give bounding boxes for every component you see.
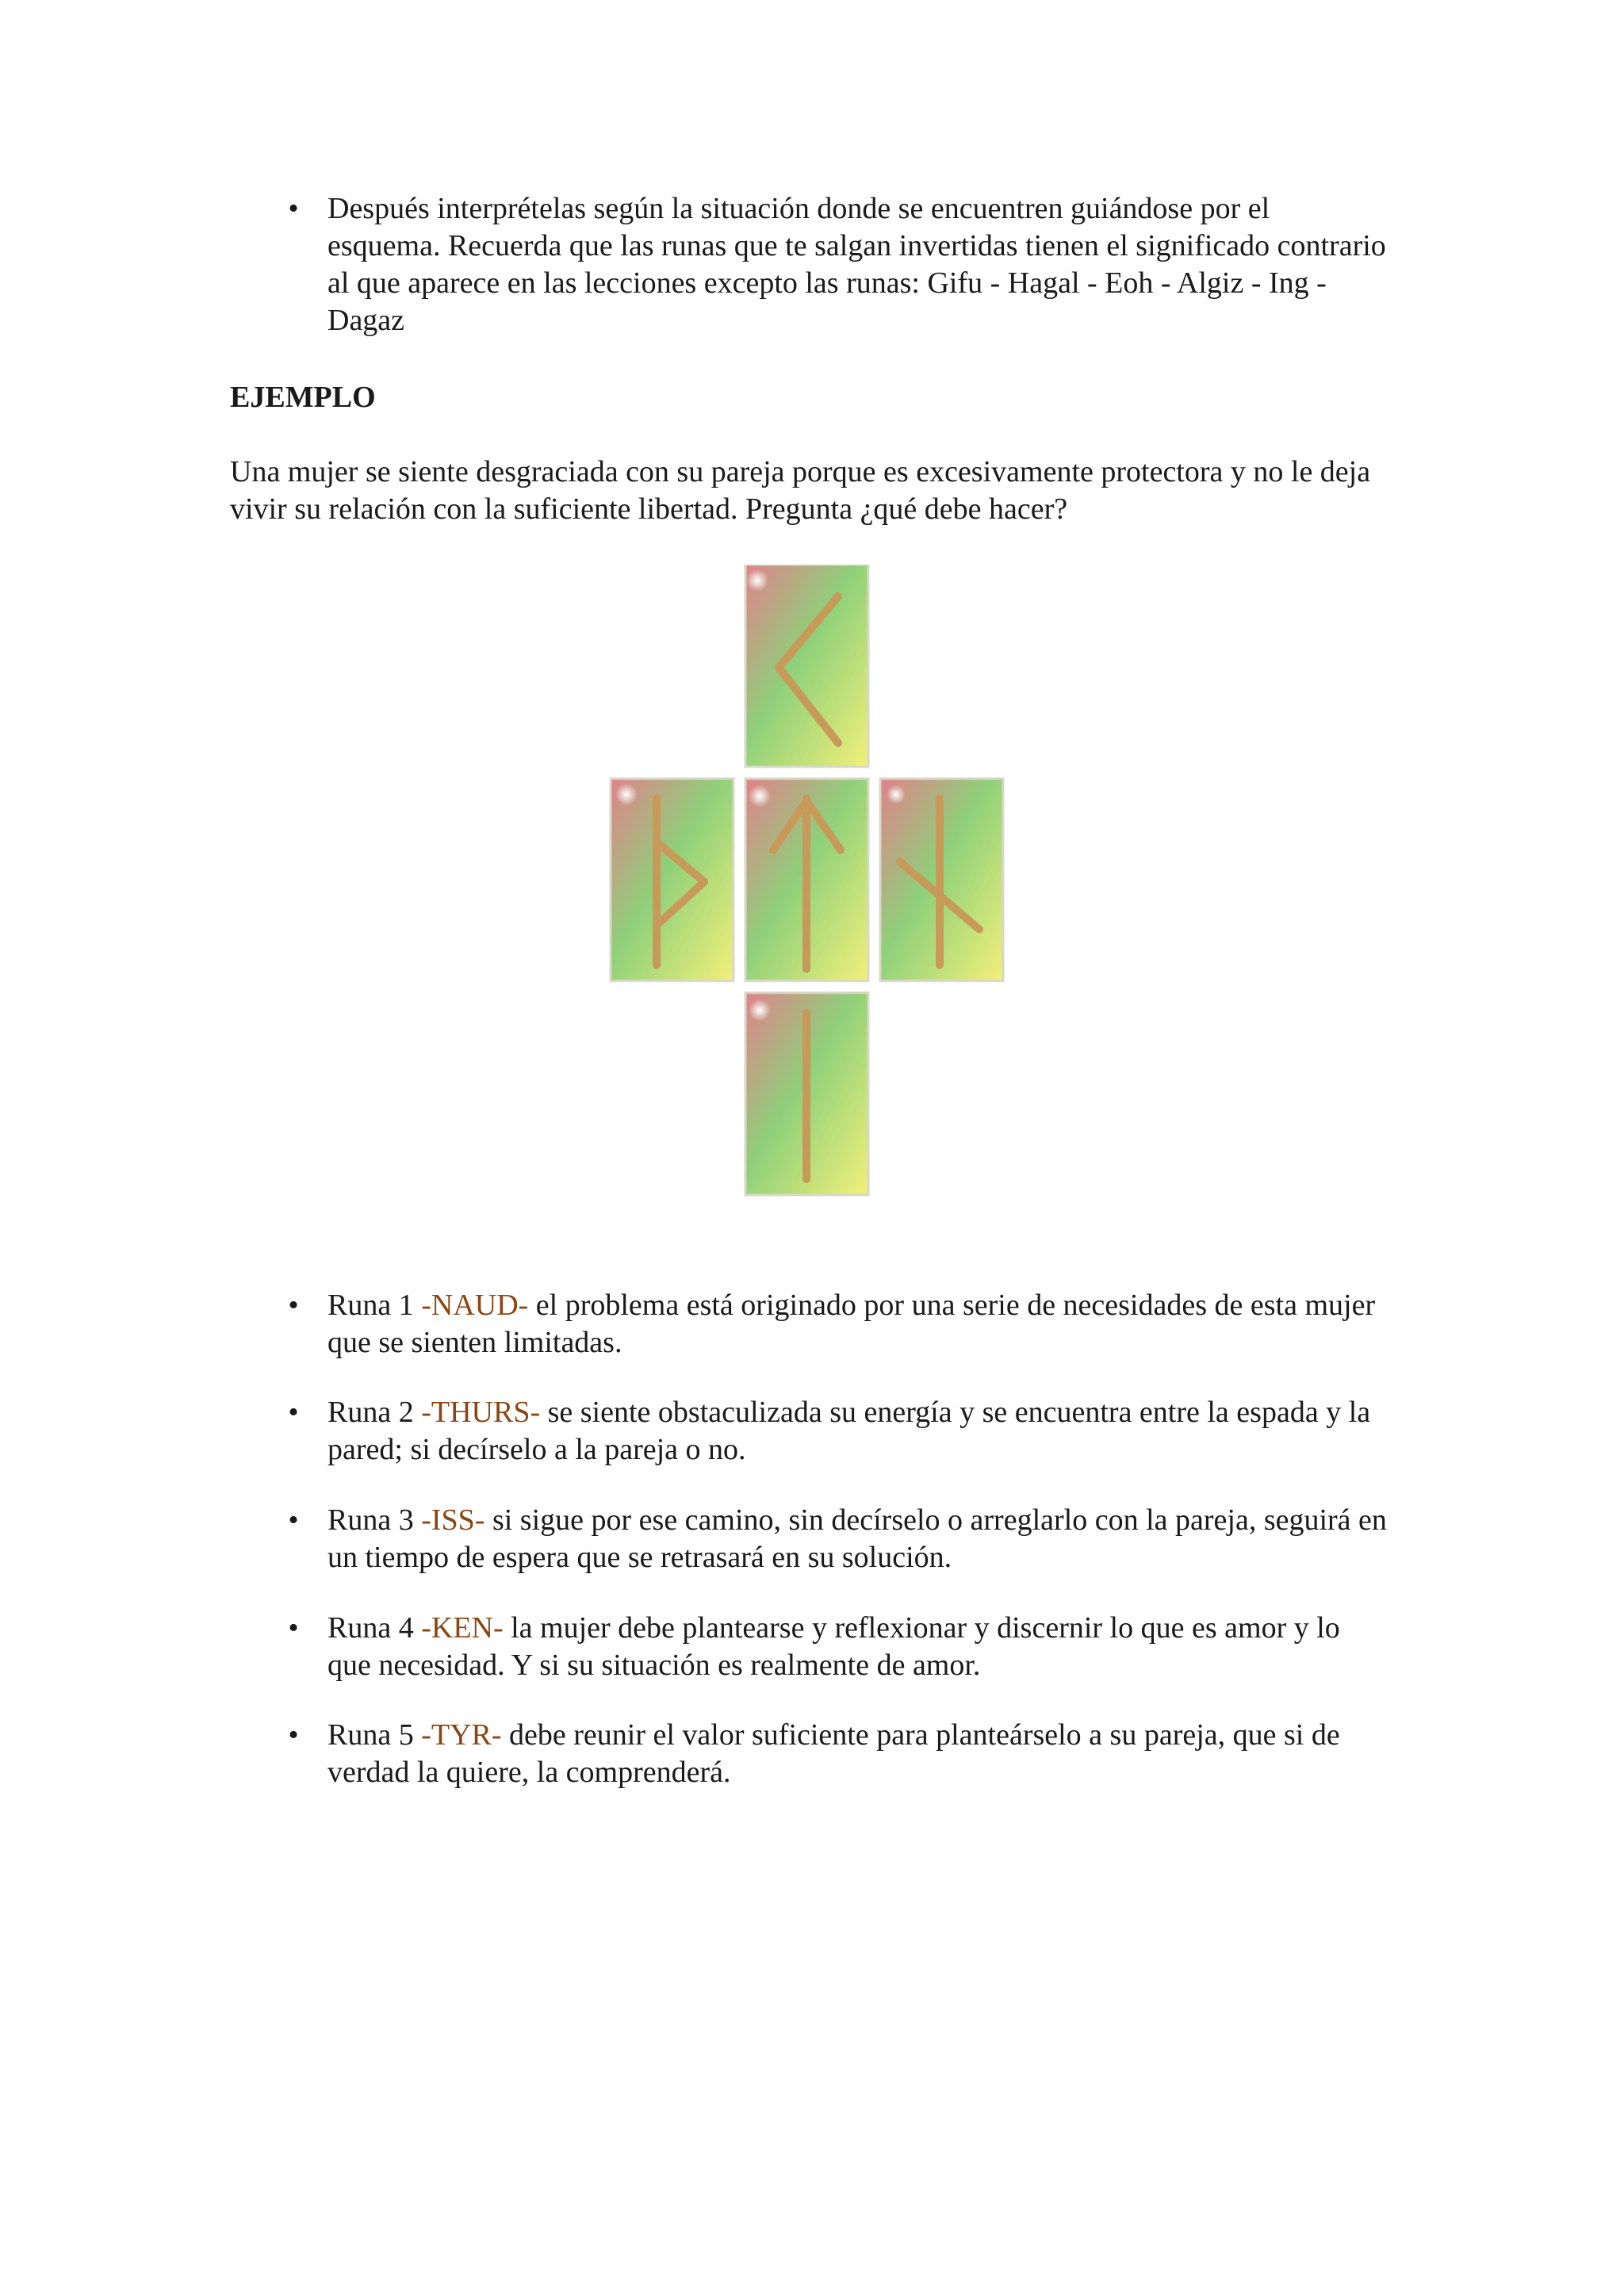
rune-meaning: la mujer debe plantearse y reflexionar y discernir lo que es amor y lo que necesidad. Y si su situación es realmente de amor. (327, 1611, 1340, 1682)
list-item (288, 190, 1390, 339)
list-item (288, 1610, 1390, 1684)
rune-tile-tyr (745, 779, 868, 981)
bullet-marker: • (288, 1503, 299, 1537)
bullet-marker: • (288, 1718, 299, 1752)
list-item (288, 1502, 1390, 1576)
rune-name: -NAUD- (421, 1289, 529, 1322)
list-item (288, 1717, 1390, 1791)
list-item (288, 1287, 1390, 1361)
rune-label: Runa 3 (327, 1503, 422, 1537)
bullet-marker: • (288, 1289, 299, 1322)
rune-tile-ken (745, 565, 868, 767)
bullet-marker: • (288, 1396, 299, 1429)
example-paragraph: Una mujer se siente desgraciada con su pareja porque es excesivamente protectora y no le deja vivir su relación con la suficiente libertad. Pregunta ¿qué debe hacer? (230, 455, 1371, 526)
rune-name: -TYR- (421, 1718, 502, 1752)
section-heading: EJEMPLO (230, 381, 376, 414)
rune-meaning: debe reunir el valor suficiente para planteárselo a su pareja, que si de verdad la quiere, la comprenderá. (327, 1718, 1340, 1789)
rune-label: Runa 2 (327, 1396, 422, 1429)
bullet-marker: • (288, 192, 299, 225)
bullet-marker: • (288, 1611, 299, 1645)
rune-label: Runa 5 (327, 1718, 422, 1752)
rune-label: Runa 4 (327, 1611, 422, 1645)
rune-meaning: el problema está originado por una serie de necesidades de esta mujer que se sienten limitadas. (327, 1289, 1376, 1359)
rune-cross-figure (603, 565, 1015, 1213)
rune-tile-iss (745, 993, 868, 1195)
list-item (288, 1394, 1390, 1469)
rune-meaning: se siente obstaculizada su energía y se encuentra entre la espada y la pared; si decírselo a la pareja o no. (327, 1396, 1371, 1466)
rune-name: -KEN- (421, 1611, 504, 1645)
rune-name: -THURS- (421, 1396, 541, 1429)
rune-label: Runa 1 (327, 1289, 422, 1322)
rune-name: -ISS- (421, 1503, 485, 1537)
intro-text: Después interprételas según la situación donde se encuentren guiándose por el esquema. Recuerda que las runas que te salgan invertidas tienen el significado contrario al que aparece en las lecciones excepto las runas: Gifu - Hagal - Eoh - Algiz - Ing - Dagaz (327, 192, 1386, 337)
rune-tile-naud (880, 779, 1003, 981)
rune-tile-thurs (611, 779, 733, 981)
rune-meaning: si sigue por ese camino, sin decírselo o arreglarlo con la pareja, seguirá en un tiempo de espera que se retrasará en su solución. (327, 1503, 1387, 1574)
